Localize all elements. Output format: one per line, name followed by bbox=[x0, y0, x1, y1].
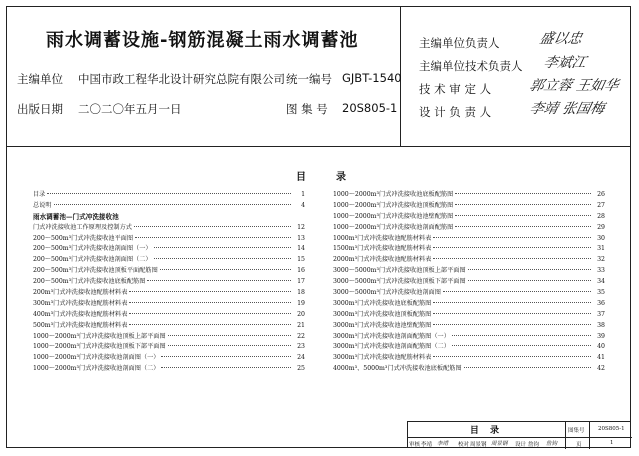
toc-entry bbox=[33, 364, 305, 375]
toc-entry-title: 3000m³门式冲洗接收池池壁配筋图 bbox=[333, 321, 432, 329]
toc-entry-title: 200～500m³门式冲洗接收池剖面图（二） bbox=[33, 256, 152, 264]
toc-entry-title: 1000～2000m³门式冲洗接收池池壁配筋图 bbox=[333, 212, 454, 220]
toc-entry-page: 33 bbox=[597, 267, 605, 275]
toc-entry-title: 目录 bbox=[33, 191, 46, 198]
toc-entry-page: 23 bbox=[297, 343, 305, 351]
toc-leader-dots bbox=[433, 237, 591, 238]
toc-leader-dots bbox=[433, 324, 591, 325]
toc-heading-left: 目 bbox=[296, 172, 306, 183]
toc-entry-title: 200～500m³门式冲洗接收池底板配筋图 bbox=[33, 278, 146, 286]
toc-entry-title: 1000～2000m³门式冲洗接收池顶板配筋图 bbox=[333, 201, 454, 209]
toc-leader-dots bbox=[452, 335, 591, 336]
toc-leader-dots bbox=[129, 291, 291, 292]
toc-entry bbox=[33, 234, 305, 245]
technical-approver-signature: 郭立蓉 王如华 bbox=[528, 78, 620, 94]
toc-heading-right: 录 bbox=[336, 172, 346, 183]
toc-leader-dots bbox=[147, 280, 291, 281]
toc-entry-title: 门式冲洗接收池工作原理及控制方式 bbox=[33, 223, 132, 231]
toc-leader-dots bbox=[433, 356, 591, 357]
toc-entry-page: 42 bbox=[597, 365, 605, 373]
toc-right-column bbox=[333, 190, 605, 375]
toc-entry-page: 25 bbox=[297, 365, 305, 373]
toc-entry bbox=[333, 234, 605, 245]
editor-value: 中国市政工程华北设计研究总院有限公司 bbox=[78, 72, 285, 86]
toc-entry-title: 200～500m³门式冲洗接收池平面图 bbox=[33, 234, 134, 242]
toc-entry bbox=[333, 201, 605, 212]
toc-entry-page: 12 bbox=[297, 223, 305, 231]
toc-leader-dots bbox=[433, 302, 591, 303]
code-label: 统一编号 bbox=[286, 72, 332, 86]
toc-leader-dots bbox=[168, 335, 291, 336]
toc-entry bbox=[333, 321, 605, 332]
toc-entry-title: 300m³门式冲洗接收池配筋材料表 bbox=[33, 299, 128, 307]
toc-leader-dots bbox=[135, 237, 291, 238]
toc-entry-page: 15 bbox=[297, 256, 305, 264]
toc-entry bbox=[33, 288, 305, 299]
toc-leader-dots bbox=[129, 302, 291, 303]
toc-leader-dots bbox=[129, 313, 291, 314]
toc-leader-dots bbox=[154, 258, 291, 259]
toc-entry bbox=[333, 310, 605, 321]
toc-entry bbox=[333, 266, 605, 277]
toc-entry-title: 1000～2000m³门式冲洗接收池剖面图（一） bbox=[33, 354, 160, 362]
review-name: 李靖 bbox=[421, 442, 433, 448]
toc-entry bbox=[333, 223, 605, 234]
title-block-main: 目 录 bbox=[469, 426, 504, 436]
code-value: GJBT-1540 bbox=[342, 71, 402, 85]
atlas-label: 图 集 号 bbox=[286, 102, 328, 116]
toc-entry bbox=[33, 277, 305, 288]
toc-entry-title: 1000m³门式冲洗接收池配筋材料表 bbox=[333, 234, 432, 242]
toc-entry-page: 16 bbox=[297, 267, 305, 275]
toc-leader-dots bbox=[468, 269, 591, 270]
toc-leader-dots bbox=[443, 291, 591, 292]
title-block-atlas-label: 图集号 bbox=[568, 428, 585, 434]
toc-entry-page: 22 bbox=[297, 332, 305, 340]
design-lead-signature: 李靖 张国梅 bbox=[528, 101, 606, 117]
toc-leader-dots bbox=[161, 356, 291, 357]
toc-entry-title: 1000～2000m³门式冲洗接收池底板配筋图 bbox=[333, 191, 454, 198]
review-signature: 李靖 bbox=[437, 441, 449, 447]
toc-entry-page: 4 bbox=[301, 201, 305, 209]
toc-entry-page: 14 bbox=[297, 245, 305, 253]
toc-entry-page: 20 bbox=[297, 310, 305, 318]
toc-leader-dots bbox=[47, 193, 291, 194]
toc-entry-page: 24 bbox=[297, 354, 305, 362]
header-divider bbox=[6, 146, 631, 147]
toc-entry-page: 26 bbox=[597, 191, 605, 198]
toc-entry-title: 3000m³门式冲洗接收池顶板配筋图 bbox=[333, 310, 432, 318]
toc-entry-title: 1000～2000m³门式冲洗接收池顶板上部平面图 bbox=[33, 332, 166, 340]
toc-leader-dots bbox=[433, 247, 591, 248]
toc-entry bbox=[33, 223, 305, 234]
date-label: 出版日期 bbox=[17, 102, 63, 116]
toc-entry bbox=[333, 277, 605, 288]
toc-leader-dots bbox=[161, 367, 291, 368]
page-value: 1 bbox=[610, 440, 614, 446]
toc-entry-title: 1000～2000m³门式冲洗接收池剖面图（二） bbox=[33, 365, 160, 373]
toc-leader-dots bbox=[168, 345, 291, 346]
date-value: 二〇二〇年五月一日 bbox=[78, 102, 182, 116]
toc-leader-dots bbox=[464, 367, 591, 368]
design-label: 设计 bbox=[515, 442, 527, 448]
title-block-atlas-value: 20S805-1 bbox=[598, 426, 625, 432]
toc-entry-page: 41 bbox=[597, 354, 605, 362]
design-lead-label: 设 计 负 责 人 bbox=[419, 105, 492, 119]
toc-entry-page: 17 bbox=[297, 278, 305, 286]
toc-leader-dots bbox=[455, 193, 591, 194]
toc-entry-page: 1 bbox=[301, 191, 305, 198]
toc-entry-page: 31 bbox=[597, 245, 605, 253]
toc-leader-dots bbox=[455, 204, 591, 205]
toc-leader-dots bbox=[455, 226, 591, 227]
toc-entry-page: 18 bbox=[297, 289, 305, 297]
toc-entry-title: 总说明 bbox=[33, 201, 52, 209]
toc-entry-page: 40 bbox=[597, 343, 605, 351]
toc-entry-title: 1000～2000m³门式冲洗接收池顶板下部平面图 bbox=[33, 343, 166, 351]
design-signature: 詹钧 bbox=[546, 441, 558, 447]
toc-entry-page: 35 bbox=[597, 289, 605, 297]
toc-entry bbox=[33, 212, 305, 223]
toc-entry-page: 13 bbox=[297, 234, 305, 242]
toc-entry bbox=[333, 342, 605, 353]
toc-entry-page: 27 bbox=[597, 201, 605, 209]
toc-entry-title: 2000m³门式冲洗接收池配筋材料表 bbox=[333, 256, 432, 264]
toc-leader-dots bbox=[433, 313, 591, 314]
toc-entry-title: 3000～5000m³门式冲洗接收池顶板下部平面图 bbox=[333, 278, 466, 286]
toc-entry bbox=[33, 342, 305, 353]
toc-leader-dots bbox=[455, 215, 591, 216]
toc-entry bbox=[33, 332, 305, 343]
toc-entry-page: 39 bbox=[597, 332, 605, 340]
toc-entry bbox=[33, 255, 305, 266]
toc-entry bbox=[333, 353, 605, 364]
technical-approver-label: 技 术 审 定 人 bbox=[419, 82, 492, 96]
toc-leader-dots bbox=[154, 247, 291, 248]
toc-leader-dots bbox=[129, 324, 291, 325]
toc-entry bbox=[33, 266, 305, 277]
chief-unit-head-label: 主编单位负责人 bbox=[419, 36, 500, 50]
toc-left-column bbox=[33, 190, 305, 375]
toc-leader-dots bbox=[54, 204, 291, 205]
title-block bbox=[407, 421, 631, 448]
toc-entry-page: 29 bbox=[597, 223, 605, 231]
toc-entry-page: 36 bbox=[597, 299, 605, 307]
toc-entry-title: 3000～5000m³门式冲洗接收池顶板上部平面图 bbox=[333, 267, 466, 275]
toc-entry-title: 雨水调蓄池—门式冲洗接收池 bbox=[33, 212, 119, 221]
toc-entry bbox=[333, 255, 605, 266]
toc-entry bbox=[33, 353, 305, 364]
check-name: 周景钢 bbox=[470, 442, 487, 448]
toc-entry-title: 1500m³门式冲洗接收池配筋材料表 bbox=[333, 245, 432, 253]
toc-entry bbox=[33, 299, 305, 310]
toc-entry-title: 500m³门式冲洗接收池配筋材料表 bbox=[33, 321, 128, 329]
toc-leader-dots bbox=[160, 269, 291, 270]
toc-entry-title: 200～500m³门式冲洗接收池顶板平面配筋图 bbox=[33, 267, 158, 275]
toc-entry-title: 1000～2000m³门式冲洗接收池剖面配筋图 bbox=[333, 223, 454, 231]
toc-entry-title: 200m³门式冲洗接收池配筋材料表 bbox=[33, 289, 128, 297]
toc-leader-dots bbox=[468, 280, 591, 281]
toc-leader-dots bbox=[433, 258, 591, 259]
toc-entry-page: 32 bbox=[597, 256, 605, 264]
toc-entry bbox=[333, 288, 605, 299]
chief-unit-head-signature: 盛以忠 bbox=[538, 31, 584, 47]
document-title: 雨水调蓄设施-钢筋混凝土雨水调蓄池 bbox=[46, 30, 359, 51]
toc-entry bbox=[33, 201, 305, 212]
editor-label: 主编单位 bbox=[17, 72, 63, 86]
toc-entry bbox=[333, 299, 605, 310]
toc-entry bbox=[333, 190, 605, 201]
toc-entry bbox=[33, 190, 305, 201]
atlas-value: 20S805-1 bbox=[342, 101, 398, 115]
toc-entry-page: 30 bbox=[597, 234, 605, 242]
toc-entry-page: 19 bbox=[297, 299, 305, 307]
design-name: 詹钧 bbox=[528, 442, 540, 448]
check-label: 校对 bbox=[458, 442, 470, 448]
check-signature: 周景钢 bbox=[491, 441, 508, 447]
chief-tech-head-signature: 李斌江 bbox=[542, 55, 588, 71]
toc-entry bbox=[33, 321, 305, 332]
toc-entry-page: 28 bbox=[597, 212, 605, 220]
toc-entry bbox=[333, 212, 605, 223]
toc-entry-title: 3000m³门式冲洗接收池底板配筋图 bbox=[333, 299, 432, 307]
chief-tech-head-label: 主编单位技术负责人 bbox=[419, 59, 523, 73]
toc-entry-page: 37 bbox=[597, 310, 605, 318]
toc-leader-dots bbox=[452, 345, 591, 346]
toc-entry bbox=[33, 244, 305, 255]
toc-entry-title: 3000～5000m³门式冲洗接收池剖面图 bbox=[333, 289, 441, 297]
toc-entry-title: 400m³门式冲洗接收池配筋材料表 bbox=[33, 310, 128, 318]
toc-entry-page: 21 bbox=[297, 321, 305, 329]
toc-entry-title: 200～500m³门式冲洗接收池剖面图（一） bbox=[33, 245, 152, 253]
toc-entry bbox=[333, 364, 605, 375]
toc-entry-page: 38 bbox=[597, 321, 605, 329]
toc-entry bbox=[333, 244, 605, 255]
toc-entry-page: 34 bbox=[597, 278, 605, 286]
toc-leader-dots bbox=[134, 226, 291, 227]
toc-entry-title: 3000m³门式冲洗接收池剖面配筋图（二） bbox=[333, 343, 450, 351]
toc-entry bbox=[33, 310, 305, 321]
toc-entry-title: 3000m³门式冲洗接收池剖面配筋图（一） bbox=[333, 332, 450, 340]
toc-entry-title: 4000m³、5000m³门式冲洗接收池底板配筋图 bbox=[333, 365, 462, 373]
review-label: 审核 bbox=[409, 442, 421, 448]
toc-entry-title: 3000m³门式冲洗接收池配筋材料表 bbox=[333, 354, 432, 362]
page-label: 页 bbox=[576, 442, 582, 448]
toc-entry bbox=[333, 332, 605, 343]
